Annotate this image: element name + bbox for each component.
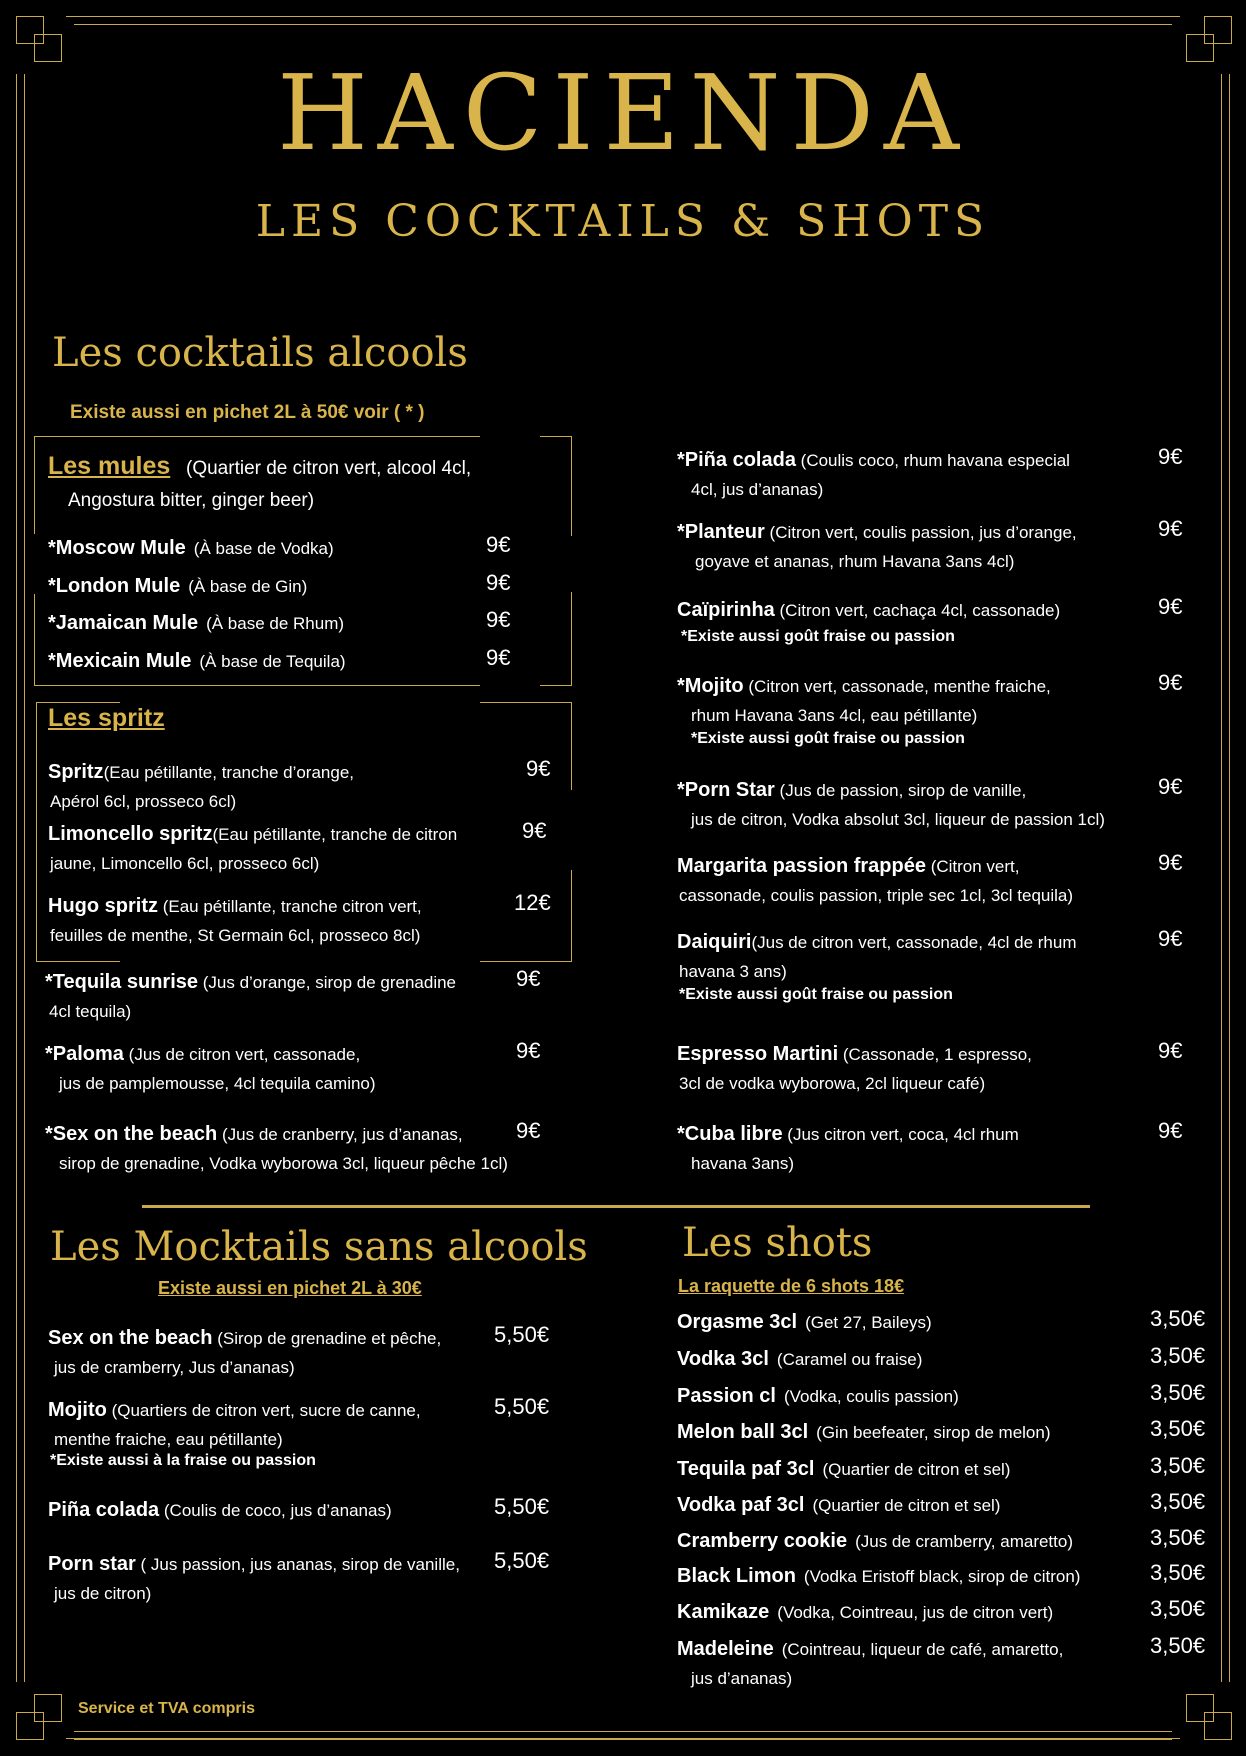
item-price: 9€ — [1158, 850, 1183, 875]
cocktails-section-title: Les cocktails alcools — [52, 330, 468, 376]
menu-item — [677, 852, 1020, 881]
menu-item — [48, 1396, 421, 1425]
cocktails-pitcher-note: Existe aussi en pichet 2L à 50€ voir ( * ) — [70, 402, 425, 423]
menu-item — [677, 1382, 959, 1411]
item-desc-line-2: jaune, Limoncello 6cl, prosseco 6cl) — [50, 854, 320, 873]
item-name: Hugo spritz — [48, 895, 158, 917]
item-desc: (À base de Vodka) — [193, 539, 334, 558]
item-desc-line-2: feuilles de menthe, St Germain 6cl, prosseco 8cl) — [50, 926, 421, 945]
item-desc: (Cointreau, liqueur de café, amaretto, — [781, 1640, 1064, 1659]
item-price: 3,50€ — [1150, 1343, 1206, 1368]
item-desc: (Get 27, Baileys) — [805, 1313, 932, 1332]
item-price: 9€ — [1158, 670, 1183, 695]
item-desc-line-2: cassonade, coulis passion, triple sec 1cl, 3cl tequila) — [679, 886, 1074, 905]
item-price: 9€ — [522, 818, 547, 843]
menu-item — [677, 446, 1070, 475]
section-divider — [142, 1205, 1090, 1208]
item-price: 9€ — [1158, 774, 1183, 799]
item-price: 9€ — [486, 532, 511, 557]
item-desc-line-2: 4cl tequila) — [49, 1002, 132, 1021]
mules-desc-2: Angostura bitter, ginger beer) — [68, 490, 315, 511]
item-name: *Mojito — [677, 675, 744, 697]
item-desc: (Citron vert, — [925, 857, 1020, 876]
item-desc-line-2: jus de citron) — [54, 1584, 152, 1603]
item-desc-line-2: jus de pamplemousse, 4cl tequila camino) — [59, 1074, 376, 1093]
item-name: Sex on the beach — [48, 1327, 213, 1349]
item-price: 9€ — [516, 1118, 541, 1143]
item-desc: (Jus de cranberry, jus d’ananas, — [217, 1125, 463, 1144]
corner-ornament-bl-2 — [34, 1694, 62, 1722]
item-name: *Porn Star — [677, 779, 775, 801]
item-price: 9€ — [1158, 516, 1183, 541]
item-desc-line-2: 4cl, jus d’ananas) — [691, 480, 824, 499]
menu-item — [677, 1040, 1032, 1069]
item-price: 5,50€ — [494, 1322, 550, 1347]
item-desc: (Eau pétillante, tranche de citron — [212, 825, 458, 844]
item-price: 3,50€ — [1150, 1596, 1206, 1621]
item-desc: (Citron vert, cassonade, menthe fraiche, — [743, 677, 1051, 696]
item-desc-line-2: Apérol 6cl, prosseco 6cl) — [50, 792, 237, 811]
menu-item — [48, 534, 334, 563]
item-extra-note: *Existe aussi goût fraise ou passion — [681, 628, 955, 645]
item-price: 9€ — [1158, 926, 1183, 951]
item-price: 3,50€ — [1150, 1560, 1206, 1585]
item-desc-line-2: menthe fraiche, eau pétillante) — [54, 1430, 283, 1449]
item-desc: (Vodka Eristoff black, sirop de citron) — [803, 1567, 1081, 1586]
item-name: Piña colada — [48, 1499, 160, 1521]
menu-item — [45, 1120, 463, 1149]
item-extra-note: *Existe aussi goût fraise ou passion — [679, 986, 953, 1003]
item-price: 3,50€ — [1150, 1380, 1206, 1405]
menu-item — [45, 968, 456, 997]
item-desc-line-2: havana 3ans) — [691, 1154, 795, 1173]
item-desc-line-2: 3cl de vodka wyborowa, 2cl liqueur café) — [679, 1074, 986, 1093]
item-desc-line-2: sirop de grenadine, Vodka wyborowa 3cl, liqueur pêche 1cl) — [59, 1154, 508, 1173]
item-name: Orgasme 3cl — [677, 1311, 798, 1333]
item-price: 9€ — [1158, 444, 1183, 469]
item-price: 3,50€ — [1150, 1416, 1206, 1441]
menu-item — [677, 776, 1026, 805]
menu-item — [48, 820, 457, 849]
item-desc-line-2: havana 3 ans) — [679, 962, 787, 981]
corner-ornament-br-2 — [1186, 1694, 1214, 1722]
item-desc: (Coulis de coco, jus d’ananas) — [159, 1501, 392, 1520]
item-desc-line-2: jus de citron, Vodka absolut 3cl, liqueur de passion 1cl) — [691, 810, 1105, 829]
item-desc: (Gin beefeater, sirop de melon) — [816, 1423, 1051, 1442]
item-desc: (Citron vert, coulis passion, jus d’orange, — [764, 523, 1077, 542]
item-price: 9€ — [1158, 1038, 1183, 1063]
menu-item — [48, 609, 344, 638]
item-name: Mojito — [48, 1399, 107, 1421]
menu-item — [677, 1562, 1080, 1591]
item-name: *Cuba libre — [677, 1123, 783, 1145]
item-name: *Paloma — [45, 1043, 124, 1065]
menu-item — [48, 1324, 441, 1353]
item-price: 9€ — [1158, 1118, 1183, 1143]
item-desc: (Jus de cramberry, amaretto) — [855, 1532, 1073, 1551]
item-desc: (Citron vert, cachaça 4cl, cassonade) — [774, 601, 1061, 620]
item-name: *Tequila sunrise — [45, 971, 199, 993]
menu-item — [677, 1491, 1000, 1520]
menu-item — [677, 1308, 932, 1337]
item-desc: (Coulis coco, rhum havana especial — [795, 451, 1070, 470]
menu-item — [677, 928, 1077, 957]
item-name: Kamikaze — [677, 1601, 770, 1623]
shots-racket-note: La raquette de 6 shots 18€ — [678, 1276, 905, 1296]
spritz-title: Les spritz — [48, 704, 165, 732]
item-name: Limoncello spritz — [48, 823, 213, 845]
item-desc: (Cassonade, 1 espresso, — [838, 1045, 1032, 1064]
menu-item — [48, 647, 346, 676]
item-name: Espresso Martini — [677, 1043, 839, 1065]
menu-item — [677, 1418, 1051, 1447]
item-desc-line-2: jus de cramberry, Jus d’ananas) — [54, 1358, 295, 1377]
item-desc: (Quartiers de citron vert, sucre de canne, — [106, 1401, 421, 1420]
item-name: Madeleine — [677, 1638, 774, 1660]
page-title: HACIENDA — [277, 52, 969, 174]
item-desc: (Jus citron vert, coca, 4cl rhum — [782, 1125, 1019, 1144]
item-desc: (Caramel ou fraise) — [776, 1350, 923, 1369]
item-price: 9€ — [526, 756, 551, 781]
item-desc: (Jus de passion, sirop de vanille, — [774, 781, 1027, 800]
item-name: Daiquiri — [677, 931, 752, 953]
menu-item — [48, 758, 354, 787]
menu-item — [677, 1455, 1010, 1484]
menu-item — [48, 572, 307, 601]
menu-item — [677, 1635, 1063, 1664]
service-note: Service et TVA compris — [78, 1700, 255, 1717]
item-name: *Planteur — [677, 521, 765, 543]
item-name: *Piña colada — [677, 449, 796, 471]
item-desc: (Eau pétillante, tranche citron vert, — [158, 897, 422, 916]
item-desc: (À base de Rhum) — [206, 614, 345, 633]
item-desc: (Quartier de citron et sel) — [822, 1460, 1011, 1479]
item-price: 9€ — [516, 966, 541, 991]
item-price: 3,50€ — [1150, 1453, 1206, 1478]
menu-item — [677, 1345, 922, 1374]
item-name: Tequila paf 3cl — [677, 1458, 815, 1480]
item-desc: (Vodka, coulis passion) — [783, 1387, 959, 1406]
item-name: *Mexicain Mule — [48, 650, 192, 672]
item-price: 9€ — [516, 1038, 541, 1063]
menu-item — [677, 596, 1060, 625]
menu-item — [45, 1040, 360, 1069]
menu-item — [677, 1527, 1073, 1556]
menu-item — [677, 1120, 1019, 1149]
item-desc-line-2: jus d’ananas) — [691, 1669, 793, 1688]
item-name: Vodka paf 3cl — [677, 1494, 805, 1516]
menu-item — [48, 1550, 460, 1579]
item-price: 3,50€ — [1150, 1306, 1206, 1331]
item-name: Melon ball 3cl — [677, 1421, 809, 1443]
item-price: 3,50€ — [1150, 1633, 1206, 1658]
item-name: Black Limon — [677, 1565, 796, 1587]
item-name: *Moscow Mule — [48, 537, 186, 559]
item-desc: (À base de Gin) — [188, 577, 308, 596]
item-price: 12€ — [514, 890, 551, 915]
item-price: 3,50€ — [1150, 1489, 1206, 1514]
item-price: 5,50€ — [494, 1394, 550, 1419]
item-extra-note: *Existe aussi goût fraise ou passion — [691, 730, 965, 747]
mocktails-pitcher-note: Existe aussi en pichet 2L à 30€ — [158, 1278, 422, 1298]
menu-item — [48, 1496, 392, 1525]
item-extra-note: *Existe aussi à la fraise ou passion — [50, 1452, 316, 1469]
item-desc: (Jus de citron vert, cassonade, — [123, 1045, 361, 1064]
menu-item — [677, 518, 1077, 547]
item-desc: (Sirop de grenadine et pêche, — [212, 1329, 442, 1348]
item-desc-line-2: rhum Havana 3ans 4cl, eau pétillante) — [691, 706, 978, 725]
mules-desc-1: (Quartier de citron vert, alcool 4cl, — [186, 458, 472, 479]
item-name: Caïpirinha — [677, 599, 775, 621]
item-name: *Sex on the beach — [45, 1123, 218, 1145]
mules-title: Les mules — [48, 452, 171, 480]
item-desc: (Jus d’orange, sirop de grenadine — [198, 973, 457, 992]
item-price: 3,50€ — [1150, 1525, 1206, 1550]
item-name: *Jamaican Mule — [48, 612, 199, 634]
mocktails-section-title: Les Mocktails sans alcools — [50, 1224, 588, 1270]
item-price: 9€ — [486, 645, 511, 670]
item-desc: (Quartier de citron et sel) — [812, 1496, 1001, 1515]
item-name: Passion cl — [677, 1385, 776, 1407]
item-name: Porn star — [48, 1553, 136, 1575]
item-desc: (Eau pétillante, tranche d’orange, — [103, 763, 355, 782]
item-price: 5,50€ — [494, 1548, 550, 1573]
menu-item — [48, 892, 422, 921]
item-price: 5,50€ — [494, 1494, 550, 1519]
item-price: 9€ — [486, 570, 511, 595]
item-name: Cramberry cookie — [677, 1530, 848, 1552]
shots-section-title: Les shots — [682, 1220, 873, 1266]
item-desc-line-2: goyave et ananas, rhum Havana 3ans 4cl) — [695, 552, 1015, 571]
item-desc: (Jus de citron vert, cassonade, 4cl de rhum — [751, 933, 1077, 952]
page-subtitle: LES COCKTAILS & SHOTS — [255, 196, 991, 247]
item-price: 9€ — [486, 607, 511, 632]
menu-item — [677, 672, 1051, 701]
item-price: 9€ — [1158, 594, 1183, 619]
item-name: *London Mule — [48, 575, 181, 597]
item-desc: ( Jus passion, jus ananas, sirop de vanille, — [135, 1555, 460, 1574]
item-desc: (Vodka, Cointreau, jus de citron vert) — [777, 1603, 1054, 1622]
item-name: Margarita passion frappée — [677, 855, 926, 877]
menu-item — [677, 1598, 1053, 1627]
item-name: Spritz — [48, 761, 104, 783]
item-desc: (À base de Tequila) — [199, 652, 346, 671]
item-name: Vodka 3cl — [677, 1348, 769, 1370]
